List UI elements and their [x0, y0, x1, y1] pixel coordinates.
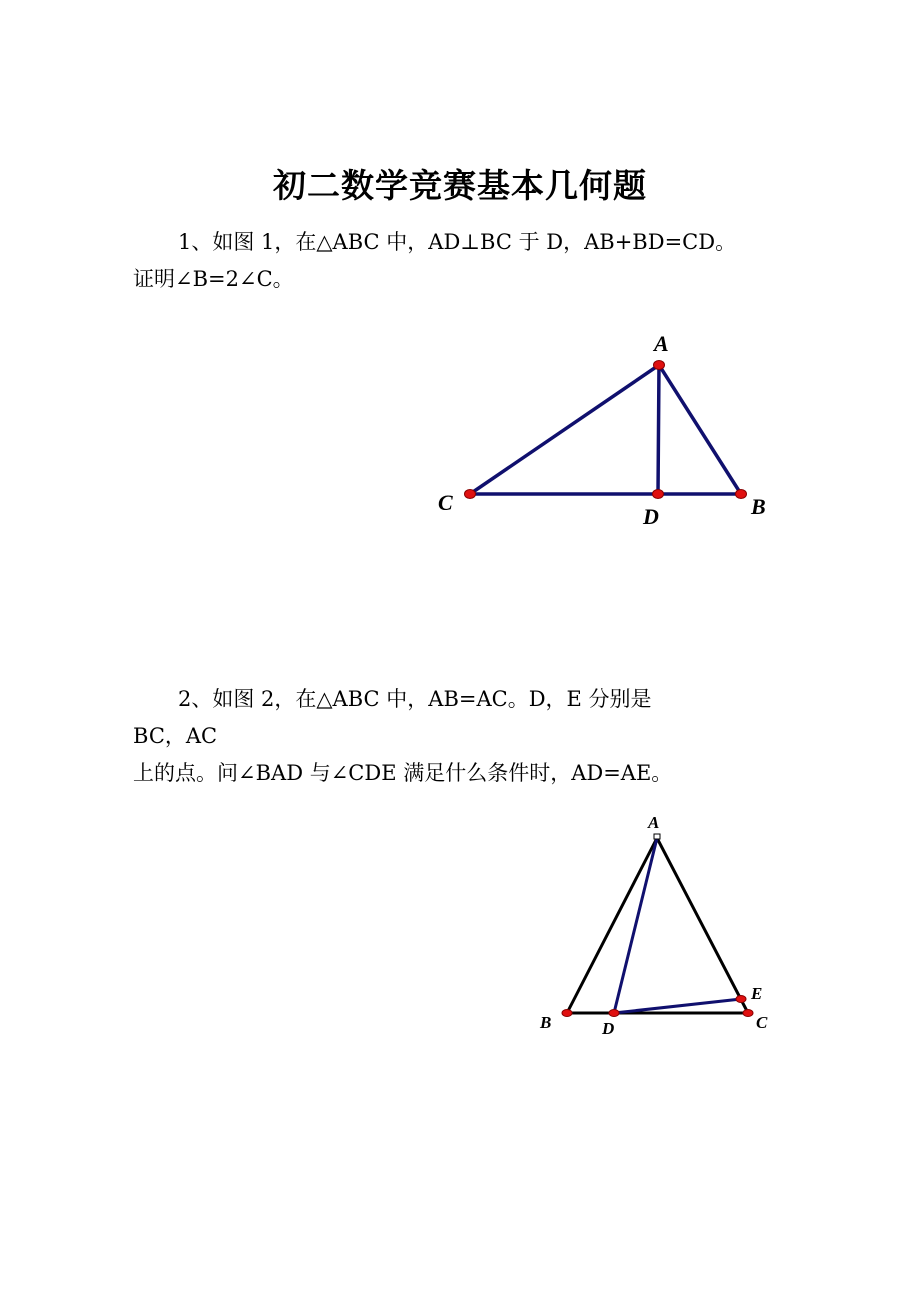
problem-1-line-1: 1、如图 1，在△ABC 中，AD⊥BC 于 D，AB+BD=CD。 — [178, 230, 737, 254]
problem-2-line-3: 上的点。问∠BAD 与∠CDE 满足什么条件时，AD=AE。 — [133, 761, 673, 785]
label-d: D — [643, 504, 659, 529]
label-d: D — [602, 1019, 615, 1038]
label-a: A — [654, 331, 669, 356]
point-b — [562, 1010, 572, 1017]
label-c: C — [438, 490, 453, 515]
problem-1-line-2: 证明∠B=2∠C。 — [133, 267, 294, 291]
label-b: B — [751, 494, 766, 519]
problem-2-line-1: 2、如图 2，在△ABC 中，AB=AC。D，E 分别是 — [178, 687, 652, 711]
segment-ad — [614, 838, 657, 1013]
label-c: C — [756, 1013, 768, 1032]
triangle-2-lines — [567, 838, 748, 1013]
label-a: A — [648, 813, 660, 832]
label-e: E — [751, 984, 763, 1003]
segment-de — [614, 999, 741, 1013]
point-e — [736, 996, 746, 1003]
problem-2-line-2: BC，AC — [133, 724, 218, 748]
point-a — [654, 834, 660, 839]
segment-ab — [567, 838, 657, 1013]
label-b: B — [540, 1013, 552, 1032]
point-c — [743, 1010, 753, 1017]
page-title: 初二数学竞赛基本几何题 — [273, 166, 647, 205]
point-d — [609, 1010, 619, 1017]
segment-ac — [657, 838, 748, 1013]
